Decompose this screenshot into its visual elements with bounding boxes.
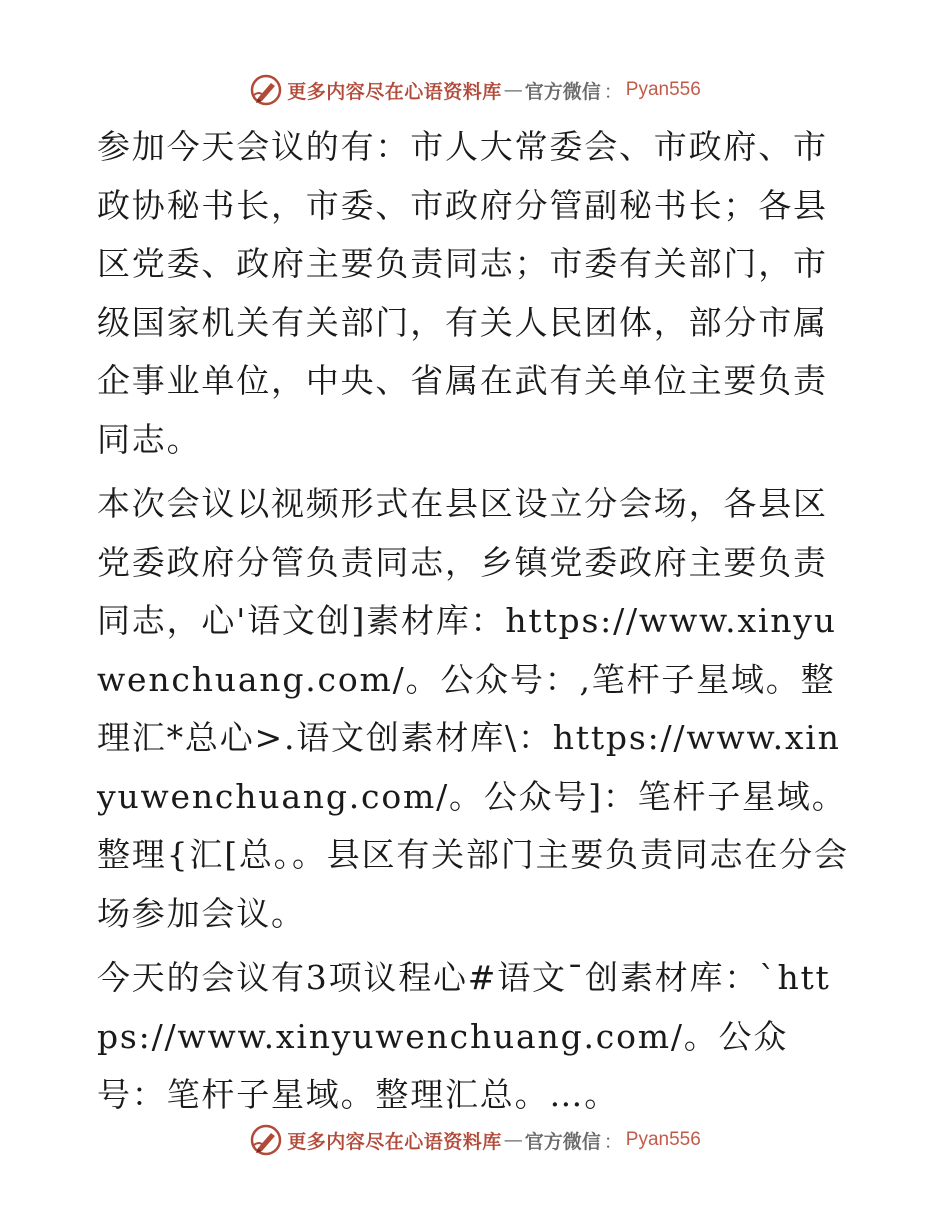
- banner-wechat-label: 官方微信: [524, 80, 601, 103]
- header-banner: [0, 70, 950, 110]
- banner-wechat-id: Pyan556: [625, 1129, 701, 1150]
- banner-main-text: 更多内容尽在心语资料库: [287, 80, 502, 103]
- document-body: [97, 118, 853, 1131]
- pen-logo-icon: [249, 1123, 283, 1157]
- footer-banner: [0, 1120, 950, 1160]
- banner-colon: ：: [603, 80, 623, 103]
- banner-colon: ：: [603, 1130, 623, 1153]
- banner-dash: —: [503, 79, 523, 101]
- pen-logo-icon: [249, 73, 283, 107]
- paragraph-video-venue: 本次会议以视频形式在县区设立分会场，各县区党委政府分管负责同志，乡镇党委政府主要负责同志，心'语文创]素材库：https://www.xinyuwenchuang.com/。公众号：,笔杆子星域。整理汇*总心>.语文创素材库\：https://www.xinyuwenchuang.com/。公众号]：笔杆子星域。整理{汇[总。。县区有关部门主要负责同志在分会场参加会议。: [97, 484, 849, 933]
- paragraph-agenda: 今天的会议有3项议程心#语文¯创素材库：`https://www.xinyuwenchuang.com/。公众号：笔杆子星域。整理汇总。…。: [97, 958, 831, 1114]
- paragraph-attendees: 参加今天会议的有：市人大常委会、市政府、市政协秘书长，市委、市政府分管副秘书长；各县区党委、政府主要负责同志；市委有关部门，市级国家机关有关部门，有关人民团体，部分市属企事业单位，中央、省属在武有关单位主要负责同志。: [97, 127, 828, 459]
- banner-dash: —: [503, 1129, 523, 1151]
- banner-main-text: 更多内容尽在心语资料库: [287, 1130, 502, 1153]
- banner-wechat-label: 官方微信: [524, 1130, 601, 1153]
- banner-wechat-id: Pyan556: [625, 79, 701, 100]
